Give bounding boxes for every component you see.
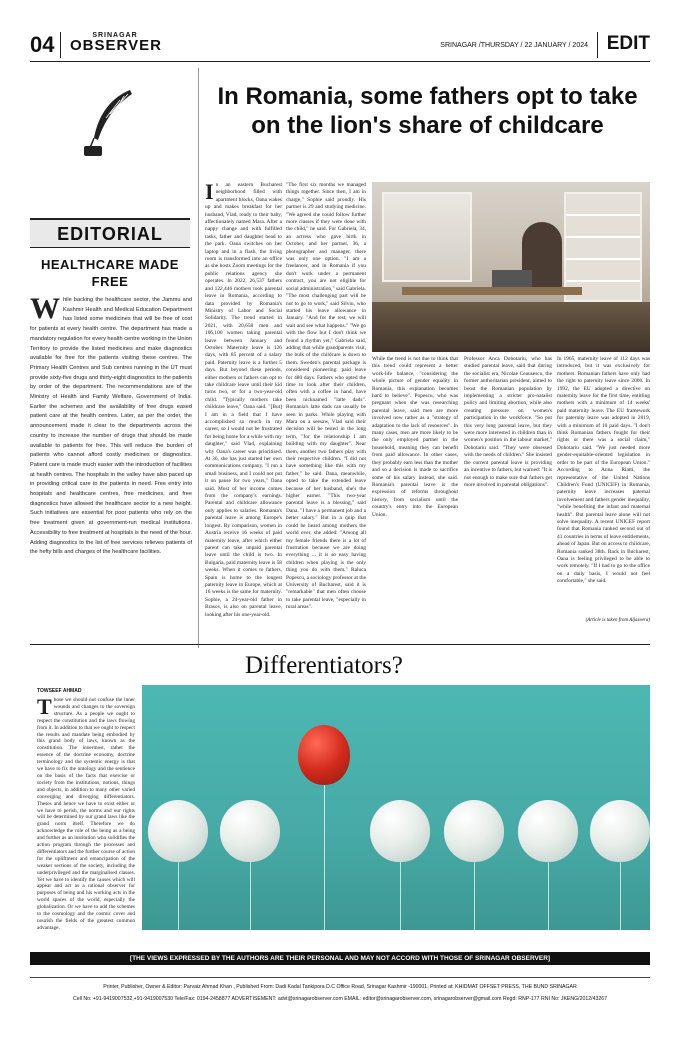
drop-cap: I bbox=[205, 179, 214, 204]
article-headline: In Romania, some fathers opt to take on the lion's share of childcare bbox=[217, 83, 638, 139]
disclaimer-bar: [THE VIEWS EXPRESSED BY THE AUTHORS ARE THEIR PERSONAL AND MAY NOT ACCORD WITH THOSE OF SRINAGAR OBSERVER] bbox=[30, 952, 650, 965]
second-article-headline: Differentiators? bbox=[245, 652, 403, 679]
section-divider bbox=[30, 644, 650, 645]
article-photo bbox=[372, 182, 650, 352]
balloon-string bbox=[178, 860, 179, 930]
white-balloon bbox=[518, 800, 578, 862]
photo-window bbox=[382, 192, 472, 282]
balloon-string bbox=[548, 860, 549, 930]
editorial-text: hile backing the healthcare sector, the Jammu and Kashmir Health and Medical Education Department has listed some medicines that will be free of cost for patients at every health centre. The department has made a mandatory regulation for every health centre working in the Union Territory to provide the listed medicines and make diagnostics available for free for the patients visiting these centres. The Primary Health Centres and Sub centres running in the UT must provide sixty-five drugs and thirty-eight diagnostics to the patients by order of the department. The recommendations are of the Ministry of Health and Family Welfare, Government of India. Earlier the schemes and the availability of free drugs eased patient care at the health centres. Later, as per the order, the announcement made it clear to the departments across the country to increase the number of drugs that should be made available to patients for free. This will reduce the burden of patients who cannot afford costly medicines or diagnostics. Patient care is made much easier with the introduction of facilities at health centres. The hospitals in the valley have also paced up in providing critical care to the patients in need. Free entry into hospitals and healthcare centres, free medicines, and free diagnostics have allowed the healthcare sector to a new height. Such initiatives are essential for poor patients who rely on the free treatment given at government-run medical institutions. Accessibility to free treatment at hospitals is the need of the hour. Adding diagnostics to the list of free services relieves patients of the hefty bills and charges of the healthcare facilities. bbox=[30, 297, 192, 556]
article-column bbox=[205, 179, 282, 618]
white-balloon bbox=[148, 800, 208, 862]
article-column bbox=[557, 356, 650, 616]
divider bbox=[60, 32, 61, 58]
editorial-label: EDITORIAL bbox=[30, 218, 190, 248]
quill-ink-icon bbox=[80, 88, 140, 158]
paper-city: SRINAGAR bbox=[92, 32, 138, 39]
photo-table bbox=[402, 287, 582, 295]
article-column bbox=[464, 356, 552, 616]
red-balloon bbox=[298, 725, 350, 785]
drop-cap: W bbox=[30, 292, 60, 325]
article-column bbox=[372, 356, 458, 616]
drop-cap: T bbox=[37, 694, 52, 719]
second-article-text: hose we should not confuse the inner wounds and changes to the sovereign structure. As a people we ought to respect the constitution and the laws flowing from it. In addition to that we ought to respect the results and mandate being embodied by this grand body of laws, known as the constitution. The innermost, rather the essence of the doctrine economy, doctrine terminology and the systemic energy is that we have to fix the ontology and the sentience on the basis of the facts that exercise or society from the institutions, notions, things and objects, in addition to many other varied converging and diverging differentiators. Theses and hence we have to exist either or we have to perish, the norms and our rights will be determined by our grand laws like the grand norm itself. Therefore we do acknowledge the role of the being as a being and further as an institution who solidifies the action program through the processes and differentiators and the further course of action for the upliftment and emancipation of the weaker sections of the society, including the underprivileged and the marginalised classes. Yet we have to identify the causes which will appear and act as a rational observer for purposes of being and his working acts in the world spaces of the world, especially the globalization. Or we have to add the schemes to the cosmology and the cosmic cover and nourish the fields of the greatest common advantage. bbox=[37, 697, 135, 931]
second-article-column bbox=[37, 694, 135, 937]
imprint-line: Printer, Publisher, Owner & Editor: Parvaiz Ahmad Khan , Published From: Dadi Kadal Tankipora D.C Office Road, Srinagar Kashmir -190001, Printed at: KHIDMAT OFFSET PRESS, THE BUND SRINAGAR bbox=[103, 984, 577, 990]
balloon-string bbox=[620, 860, 621, 930]
editorial-column bbox=[30, 68, 195, 648]
byline: TOWSEEF AHMAD bbox=[37, 688, 82, 694]
balloon-string bbox=[400, 860, 401, 930]
divider bbox=[597, 32, 598, 58]
white-balloon bbox=[590, 800, 650, 862]
article-text: In 1965, maternity leave of 112 days was introduced, but it was exclusively for mothers. Romanian fathers have only had the right to paternity leave since 2000. In 1992, the EU adopted a directive on maternity leave for the first time, entitling mothers with a minimum of 14 weeks' paid maternity leave. The EU framework for paternity leave was adopted in 2019, with a minimum of 10 paid days. "I don't think Romanian fathers fought for their rights or there was a social claim," Dohotariu said. "We just needed more gender-equitable-oriented legislation in order to be part of the European Union." According to Anna Riatti, the representative of the United Nations Children's Fund (UNICEF) in Romania, paternity leave increases paternal involvement and fathers gender inequality, "while benefiting the infant and maternal health". But parental leave alone will not solve inequality. A recent UNICEF report found that Romania ranked second out of 41 countries in terms of leave entitlements, ahead of Japan. But on access to childcare, Romania ranked 38th. Back in Bucharest, Oana is feeling privileged to be able to work remotely. "If I had to go to the office on a daily basis, I would not feel comfortable," she said. bbox=[557, 356, 650, 585]
article-text: While the trend is not due to think that this trend could represent a better work-life balance, "considering the whole picture of gender equality in Romania, this explanation becomes hard to believe". Popescu, who was pregnant when she was researching parental leave, said men are more involved now rather as a "strategy of adaptation to the lack of resources". In many cases, men are more likely to be the only employed partner in the household, meaning they can benefit from paid allowance. In other cases, they probably earn less than the mother and so a decision is made to sacrifice some of his salary instead, she said. Romania's parental leave is the expression of reforms throughout history, from socialism until the country's entry into the European Union. bbox=[372, 356, 458, 518]
balloon-string bbox=[324, 785, 325, 930]
section-label: EDIT bbox=[606, 33, 650, 54]
photo-laptop bbox=[492, 270, 532, 288]
masthead bbox=[30, 30, 650, 62]
editorial-body bbox=[30, 292, 192, 558]
paper-logo bbox=[70, 32, 160, 53]
article-text: "The first six months we managed things together. Since then, I am in charge," Sophie said proudly. His partner is 29 and studying medicine. "We agreed she could follow further more classes if they were done with the child," he said. For Gabriela, 34, an actress who gave birth in October, and her partner, 36, a photographer and manager, there was only one option. "I am a freelancer, and in Romania if you don't work under a permanent contract, you are not eligible for social administration," said Gabriela. "The most challenging part will be not to go to work," said Silviu, who started his leave allowance in January. "And for the rest, we will wait and see what happens." "We go with the flow but I don't think we found a rhythm yet," Gabriela said, adding that while grandparents visit, the bulk of the childcare is down to them. Sweden's parental package is considered pioneering: paid leave for 480 days. Fathers who opted the time to look after their children, often with a coffee in hand, have been nicknamed "latte dads". Romania's latte dads can usually be seen in parks. While playing with Mara on a seesaw, Vlad said their decision will be tested in the long term, "for the relationship I am building with my daughter". Near them, another two fathers play with their respective children. "I did not have something like this with my father," he said. Dana, meanwhile, opted to take the extended leave because of her husband, she's the higher earner. "This two-year parental leave is a blessing," said Dana. "I have a permanent job and a better salary." But in a quip that could be heard among mothers the world over, she added: "Among all my female friends there is a lot of frustration because we are doing everything ... it is so easy having children when playing is the only thing you do with them." Raluca Popescu, a sociology professor at the University of Bucharest, said it is "remarkable" that men often choose to take parental leave, "especially in rural areas". bbox=[286, 182, 366, 611]
balloon-string bbox=[250, 860, 251, 930]
balloon-illustration bbox=[142, 685, 650, 930]
article-credit: (Article is taken from Aljazeera) bbox=[585, 618, 650, 623]
page-number: 04 bbox=[30, 32, 55, 57]
article-column bbox=[286, 182, 366, 611]
white-balloon bbox=[220, 800, 280, 862]
white-balloon bbox=[444, 800, 504, 862]
photo-bookshelf bbox=[564, 192, 642, 302]
imprint-line: Cell No: +91-9419007532,+91-9419007530 Tele/Fax: 0194-2458877 ADVERTISEMENT: advt@srinagarobserver.com EMAIL: editor@srinagarobserver.com, srinagarobserver@gmail.com Regd: RNP-177 RNI No: JKENG/2012/43267 bbox=[72, 996, 608, 1002]
dateline: SRINAGAR /THURSDAY / 22 JANUARY / 2024 bbox=[440, 42, 588, 49]
photo-floor bbox=[372, 302, 650, 352]
balloon-string bbox=[474, 860, 475, 930]
column-divider bbox=[198, 68, 199, 648]
footer-divider bbox=[30, 977, 650, 978]
paper-name: OBSERVER bbox=[70, 37, 162, 54]
editorial-headline: HEALTHCARE MADE FREE bbox=[41, 257, 179, 289]
article-text: Professor Anca Dohotariu, who has studied parental leave, said that during the socialist era, Nicolae Ceausescu, the former authoritarian president, aimed to boost the Romanian population by implementing a stricter pro-natalist policy and limiting abortion, while also creating pressure on women's participation in the workforce. "So put this very long parental leave, but they were more interested in children than in women's position in the labour market," Dohotariu said. "They were obsessed with the needs of children." She insisted the current parental leave is providing an incentive to fathers, but warned: "It is not enough to make sure that fathers get more involved in parental obligations". bbox=[464, 356, 552, 488]
article-text: n an eastern Bucharest neighborhood filled with apartment blocks, Oana wakes up and makes breakfast for her husband, Vlad, ready to their baby, affectionately named Mara. After a nappy change and with fulfilled tasks, father and daughter head to the park. Oana switches on her laptop and in a flash, the living room is transformed into an office as she hosts Zoom meetings for the public relations agency she operates. In 2022, 26,537 fathers and 122,446 mothers took parental leave in Romania, according to data provided by Romania's Ministry of Labor and Social Solidarity. The trend started in 2021, with 20,658 men and 106,100 women taking parental leave between January and October. Maternity leave is 126 days, with 85 percent of a salary paid. Paternity leave is a further 5 days. But beyond these periods, either mothers or fathers can opt to take childcare leave until their kid turns two, or for a two-year-old child. "Typically mothers take childcare leave," Oana said. "[But] I am in a field that I have accomplished so much in my career, so I would not be frustrated for being home for a while with my daughter," said Vlad, explaining why Oana's career was prioritised. At 36, she has just started her own communications company. "I run a small business, and I could not put it on pause for two years," Oana said. Most of her income comes from the company's earnings. Parental and childcare allowance only applies to salaries. Romania's parental leave is among Europe's longest. By comparison, women in Austria receive 16 weeks of paid maternity leave, after which either parent can take unpaid parental leave until the child is two. In Bulgaria, paid maternity leave is 58 weeks. When it comes to fathers, Spain is home to the longest paternity leave in Europe, which at 16 weeks is the same for maternity. Sophie, a 24-year-old father in Brasov, is also on parental leave, looking after his one-year-old. bbox=[205, 182, 282, 618]
white-balloon bbox=[370, 800, 430, 862]
